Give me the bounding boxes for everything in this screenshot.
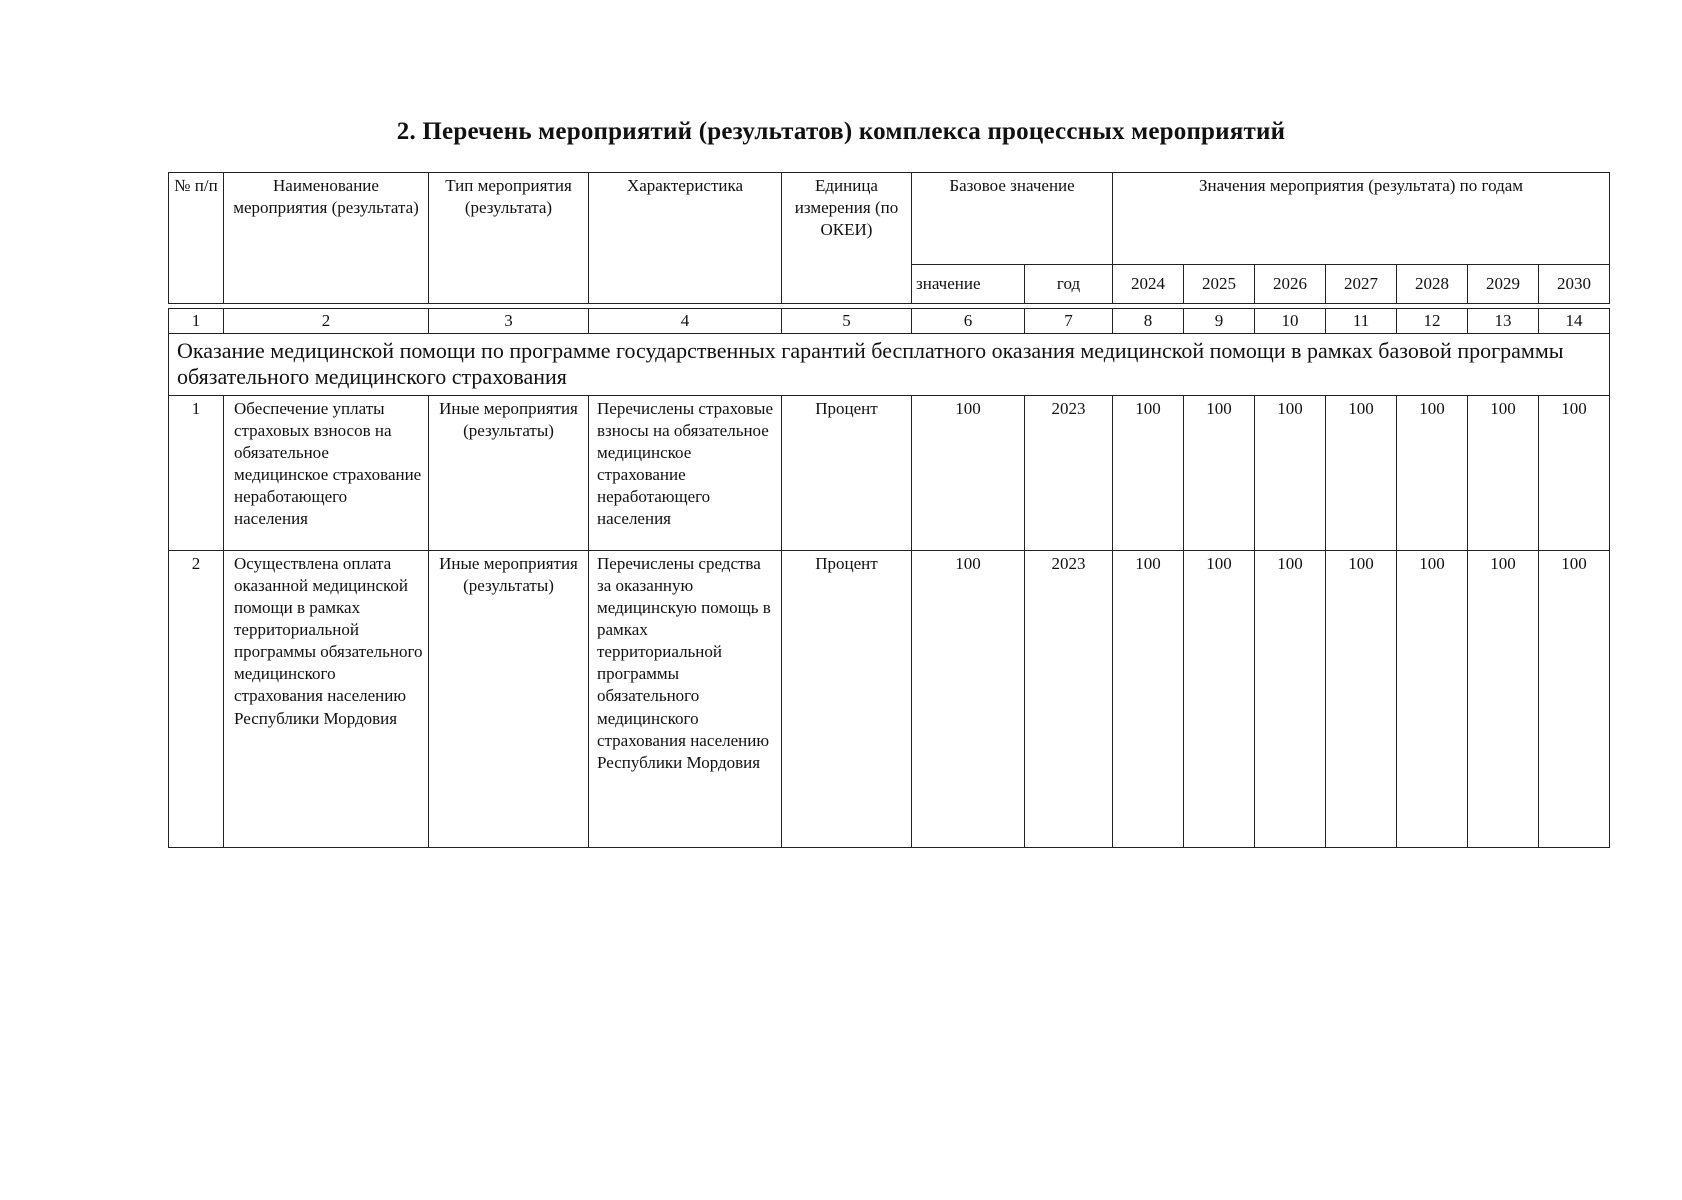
column-number: 4 xyxy=(589,309,782,334)
row-characteristic: Перечислены средства за оказанную медицинскую помощь в рамках территориальной программы обязательного медицинского страхования населению Республики Мордовия xyxy=(589,550,782,847)
row-year-value: 100 xyxy=(1468,395,1539,550)
row-base-value: 100 xyxy=(912,550,1025,847)
header-row xyxy=(169,173,1610,265)
column-number: 2 xyxy=(224,309,429,334)
row-year-value: 100 xyxy=(1326,550,1397,847)
column-number: 1 xyxy=(169,309,224,334)
column-number: 10 xyxy=(1255,309,1326,334)
header-year: 2028 xyxy=(1397,265,1468,304)
page-title: 2. Перечень мероприятий (результатов) комплекса процессных мероприятий xyxy=(396,118,1286,145)
header-year: 2024 xyxy=(1113,265,1184,304)
column-number: 12 xyxy=(1397,309,1468,334)
row-characteristic: Перечислены страховые взносы на обязательное медицинское страхование неработающего населения xyxy=(589,395,782,550)
row-year-value: 100 xyxy=(1255,550,1326,847)
activities-table xyxy=(168,172,1610,848)
header-year: 2026 xyxy=(1255,265,1326,304)
header-type: Тип мероприятия (результата) xyxy=(429,173,589,304)
header-year: 2027 xyxy=(1326,265,1397,304)
row-name: Обеспечение уплаты страховых взносов на обязательное медицинское страхование неработающего населения xyxy=(224,395,429,550)
row-year-value: 100 xyxy=(1255,395,1326,550)
row-name: Осуществлена оплата оказанной медицинской помощи в рамках территориальной программы обязательного медицинского страхования населению Республики Мордовия xyxy=(224,550,429,847)
row-year-value: 100 xyxy=(1326,395,1397,550)
row-year-value: 100 xyxy=(1113,550,1184,847)
row-unit: Процент xyxy=(782,550,912,847)
column-numbers-row xyxy=(169,309,1610,334)
column-number: 5 xyxy=(782,309,912,334)
table-row xyxy=(169,395,1610,550)
column-number: 11 xyxy=(1326,309,1397,334)
header-years-group: Значения мероприятия (результата) по годам xyxy=(1113,173,1610,265)
row-num: 1 xyxy=(169,395,224,550)
column-number: 3 xyxy=(429,309,589,334)
header-year: 2025 xyxy=(1184,265,1255,304)
header-base-value: значение xyxy=(912,265,1025,304)
column-number: 14 xyxy=(1539,309,1610,334)
header-base: Базовое значение xyxy=(912,173,1113,265)
section-title: Оказание медицинской помощи по программе государственных гарантий бесплатного оказания медицинской помощи в рамках базовой программы обязательного медицинского страхования xyxy=(169,334,1610,396)
column-number: 13 xyxy=(1468,309,1539,334)
row-base-value: 100 xyxy=(912,395,1025,550)
row-base-year: 2023 xyxy=(1025,550,1113,847)
header-name: Наименование мероприятия (результата) xyxy=(224,173,429,304)
column-number: 6 xyxy=(912,309,1025,334)
row-year-value: 100 xyxy=(1468,550,1539,847)
row-year-value: 100 xyxy=(1539,550,1610,847)
row-year-value: 100 xyxy=(1184,395,1255,550)
row-type: Иные мероприятия (результаты) xyxy=(429,550,589,847)
table-row xyxy=(169,550,1610,847)
row-year-value: 100 xyxy=(1184,550,1255,847)
header-characteristic: Характеристика xyxy=(589,173,782,304)
row-year-value: 100 xyxy=(1397,550,1468,847)
row-unit: Процент xyxy=(782,395,912,550)
row-num: 2 xyxy=(169,550,224,847)
column-number: 7 xyxy=(1025,309,1113,334)
header-base-year: год xyxy=(1025,265,1113,304)
row-year-value: 100 xyxy=(1113,395,1184,550)
column-number: 8 xyxy=(1113,309,1184,334)
header-unit: Единица измерения (по ОКЕИ) xyxy=(782,173,912,304)
header-year: 2029 xyxy=(1468,265,1539,304)
row-year-value: 100 xyxy=(1397,395,1468,550)
section-row xyxy=(169,334,1610,396)
header-num: № п/п xyxy=(169,173,224,304)
column-number: 9 xyxy=(1184,309,1255,334)
row-type: Иные мероприятия (результаты) xyxy=(429,395,589,550)
row-base-year: 2023 xyxy=(1025,395,1113,550)
row-year-value: 100 xyxy=(1539,395,1610,550)
header-year: 2030 xyxy=(1539,265,1610,304)
